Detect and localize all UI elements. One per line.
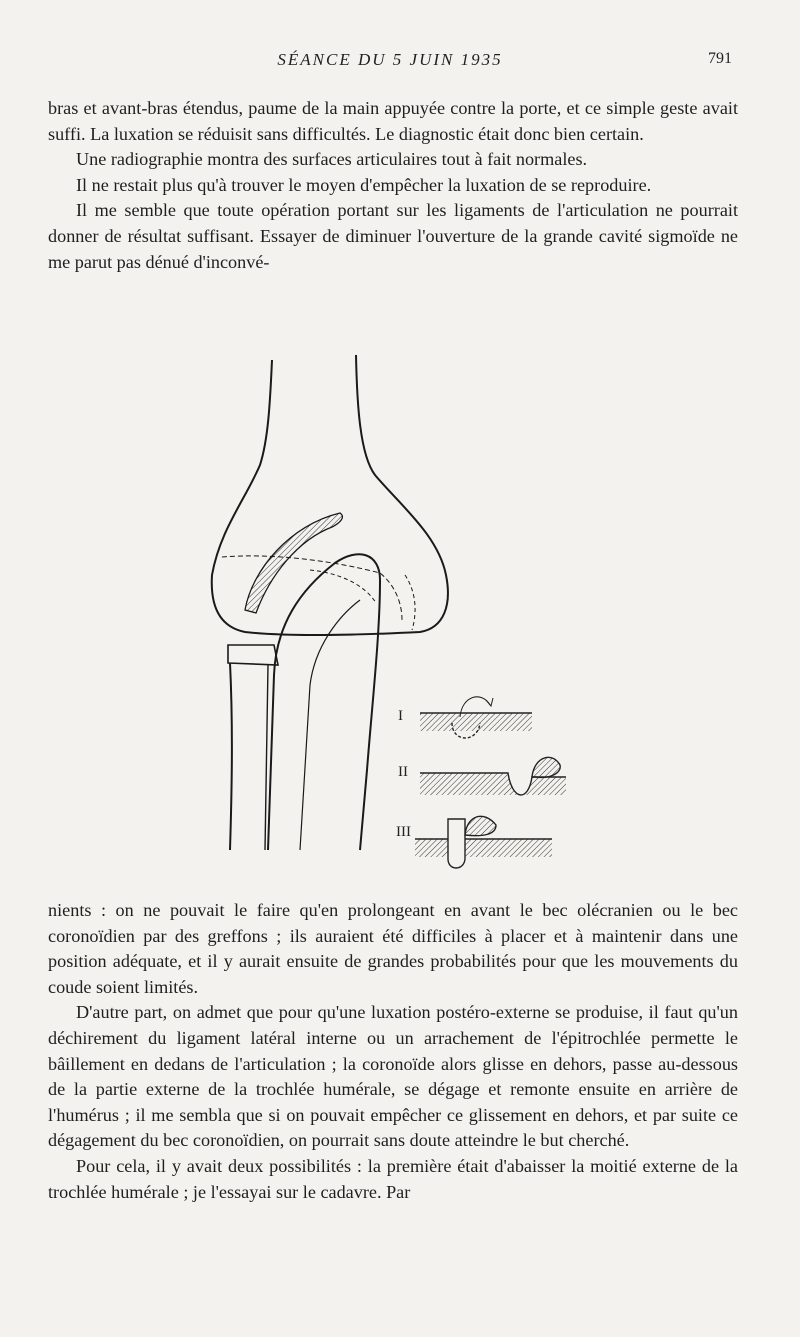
diagram-i [420, 697, 532, 738]
running-header [48, 50, 732, 76]
page-number: 791 [708, 50, 732, 67]
diagram-iii [415, 816, 552, 868]
paragraph: Il ne restait plus qu'à trouver le moyen d'empêcher la luxation de se reproduire. [76, 174, 652, 195]
diagram-label-iii: III [396, 824, 411, 840]
text-block-bottom [48, 898, 738, 1205]
diagram-label-ii: II [398, 764, 408, 780]
paragraph: bras et avant-bras étendus, paume de la main appuyée contre la porte, et ce simple geste avait suffi. La luxation se réduisit sans difficultés. Le diagnostic était donc bien certain. [48, 98, 738, 144]
paragraph: D'autre part, on admet que pour qu'une luxation postéro-externe se produise, il faut qu'un déchirement du ligament latéral interne ou un arrachement de l'épitrochlée permette le bâillement en dedans de l'articulation ; la coronoïde alors glisse en dehors, passe au-dessous de la partie externe de la trochlée humérale, se dégage et remonte ensuite en arrière de l'humérus ; il me sembla que si on pouvait empêcher ce glissement en dehors, et par suite ce dégagement du bec coronoïdien, on pourrait sans doute atteindre le but cherché. [48, 1002, 738, 1151]
running-title: SÉANCE DU 5 JUIN 1935 [277, 50, 503, 69]
elbow-joint-drawing [212, 355, 448, 850]
paragraph: Une radiographie montra des surfaces articulaires tout à fait normales. [76, 149, 588, 170]
diagram-ii [420, 757, 566, 795]
paragraph: nients : on ne pouvait le faire qu'en prolongeant en avant le bec olécranien ou le bec coronoïdien par des greffons ; ils auraient été difficiles à placer et à maintenir dans une position adéquate, et il y aurait ensuite de grandes probabilités pour que les mouvements du coude soient limités. [48, 900, 738, 997]
paragraph: Pour cela, il y avait deux possibilités : la première était d'abaisser la moitié externe de la trochlée humérale ; je l'essayai sur le cadavre. Par [48, 1155, 738, 1202]
diagram-label-i: I [398, 708, 403, 724]
elbow-illustration [190, 345, 590, 885]
paragraph: Il me semble que toute opération portant sur les ligaments de l'articulation ne pourrait donner de résultat suffisant. Essayer de diminuer l'ouverture de la grande cavité sigmoïde ne me parut pas dénué d'inconvé- [48, 200, 738, 272]
text-block-top [48, 96, 738, 275]
